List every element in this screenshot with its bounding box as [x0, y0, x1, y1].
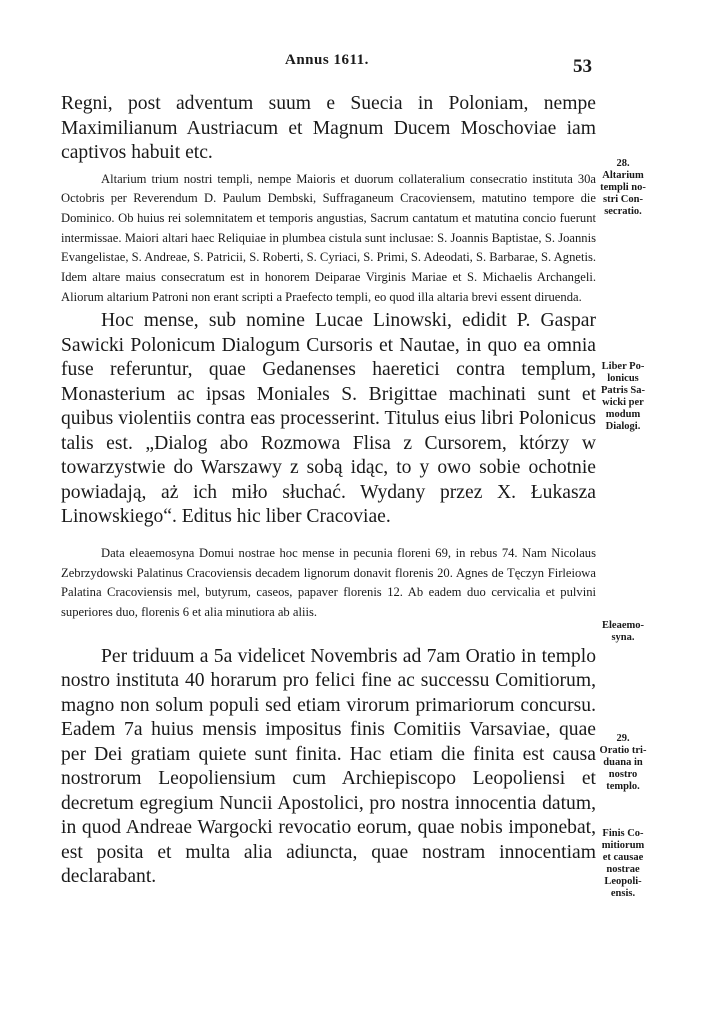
margin-note-alms: Eleaemo- syna.: [602, 620, 644, 643]
paragraph-triduum-prayer: Per triduum a 5a videlicet Novembris ad 7am Oratio in templo nostro instituta 40 horarum pro felici fine ac successu Comitiorum, magno non solum populi sed etiam virorum primariorum concursu. Eadem 7a huius mensis impositus finis Comitiis Varsaviae, quae per Dei gratiam quiete sunt finita. Hac etiam die finita est causa nostrorum Leopoliensium cum Archiepiscopo Leopoliensi et decretum egregium Nuncii Apostolici, pro nostra innocentia datum, in quod Andreae Wargocki revocatio eorum, quae nobis imponebat, est posita et multa alia adiuncta, quae nostram innocentiam declarabant.: [61, 645, 596, 888]
margin-note-comitia-end: Finis Co- mitiorum et causae nostrae Leopoli- ensis.: [601, 828, 645, 899]
main-text: [61, 92, 596, 890]
margin-note-polish-book: Liber Po- lonicus Patris Sa- wicki per modum Dialogi.: [600, 361, 646, 432]
margin-note-altar-consecration: 28. Altarium templi no- stri Con- secratio.: [600, 158, 646, 217]
margin-note-triduum: 29. Oratio tri- duana in nostro templo.: [599, 733, 647, 792]
paragraph-continuation: Regni, post adventum suum e Suecia in Poloniam, nempe Maximilianum Austriacum et Magnum Ducem Moschoviae iam captivos habuit etc.: [61, 93, 596, 163]
page-header: [0, 52, 720, 76]
paragraph-altar-consecration: Altarium trium nostri templi, nempe Maioris et duorum collateralium consecratio instituta 30a Octobris per Reverendum D. Paulum Dembski, Suffraganeum Cracoviensem, matutino tempore die Dominico. Ob huius rei solemnitatem et temporis angustias, Sacrum cantatum et matutina concio fuerunt intermissae. Maiori altari haec Reliquiae in plumbea cistula sunt inclusae: S. Joannis Baptistae, S. Joannis Evangelistae, S. Andreae, S. Patricii, S. Roberti, S. Cyriaci, S. Primi, S. Adeodati, S. Barbarae, S. Agnetis. Idem altare maius consecratum est in honorem Deiparae Virginis Mariae et S. Michaelis Archangeli. Aliorum altarium Patroni non erant scripti a Praefecto templi, eo quod illa altaria brevi essent diruenda.: [61, 171, 596, 304]
page-number: 53: [573, 56, 592, 77]
running-title: Annus 1611.: [285, 52, 369, 68]
paragraph-polish-dialogue-book: Hoc mense, sub nomine Lucae Linowski, edidit P. Gaspar Sawicki Polonicum Dialogum Cursoris et Nautae, in quo ea omnia fuse referuntur, quae Gedanenses haeretici contra templum, Monasterium ac ipsas Moniales S. Brigittae machinati sunt et quibus violentiis contra eas processerint. Titulus eius libri Polonicus talis est. „Dialog abo Rozmowa Flisa z Cursorem, którzy w towarzystwie do Warszawy z sobą idąc, to y owo sobie ochotnie powiadają, aż ich miło słuchać. Wydany przez X. Łukasza Linowskiego“. Editus hic liber Cracoviae.: [61, 310, 596, 528]
paragraph-alms: Data eleaemosyna Domui nostrae hoc mense in pecunia floreni 69, in rebus 74. Nam Nicolaus Zebrzydowski Palatinus Cracoviensis decadem lignorum donavit florenis 20. Agnes de Tęczyn Firleiowa Palatina Cracoviensis mel, butyrum, caseos, papaver florenis 12. Ab eadem duo cervicalia et pulvini superiores duo, florenis 6 et alia minutiora ab aliis.: [61, 545, 596, 620]
